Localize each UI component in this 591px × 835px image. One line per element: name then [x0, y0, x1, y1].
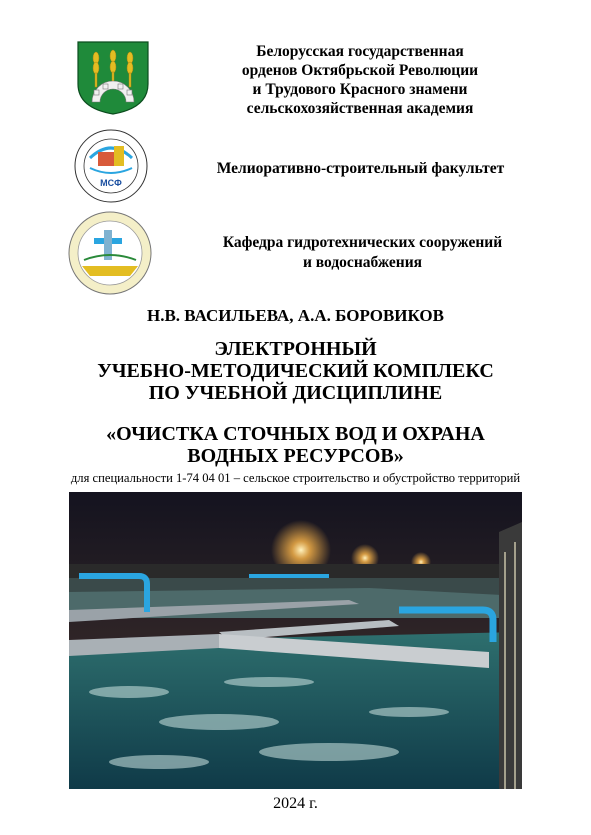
faculty-name: Мелиоративно-строительный факультет — [216, 160, 505, 177]
discipline-line: «ОЧИСТКА СТОЧНЫХ ВОД И ОХРАНА — [106, 423, 485, 445]
title-line: УЧЕБНО-МЕТОДИЧЕСКИЙ КОМПЛЕКС — [97, 360, 494, 382]
academy-line: Белорусская государственная — [256, 43, 464, 60]
discipline-title — [40, 423, 551, 467]
publication-year: 2024 г. — [273, 795, 318, 812]
faculty-emblem-logo — [68, 128, 154, 204]
department-emblem-logo — [64, 210, 156, 296]
academy-line: орденов Октябрьской Революции — [241, 62, 479, 79]
title-line: ЭЛЕКТРОННЫЙ — [214, 338, 377, 360]
academy-line: и Трудового Красного знамени — [252, 81, 468, 98]
document-title — [40, 338, 551, 404]
academy-name — [190, 42, 530, 118]
faculty-logo-text: МСФ — [100, 178, 122, 188]
department-name — [185, 233, 540, 273]
specialty-line: для специальности 1-74 04 01 – сельское строительство и обустройство территорий — [70, 471, 521, 485]
authors: Н.В. ВАСИЛЬЕВА, А.А. БОРОВИКОВ — [147, 306, 444, 325]
discipline-line: ВОДНЫХ РЕСУРСОВ» — [187, 445, 404, 467]
coat-of-arms-logo — [70, 40, 156, 116]
academy-line: сельскохозяйственная академия — [246, 100, 474, 117]
department-line: Кафедра гидротехнических сооружений — [222, 234, 503, 251]
title-line: ПО УЧЕБНОЙ ДИСЦИПЛИНЕ — [148, 382, 443, 404]
treatment-plant-photo — [69, 492, 522, 789]
department-line: и водоснабжения — [302, 254, 423, 271]
